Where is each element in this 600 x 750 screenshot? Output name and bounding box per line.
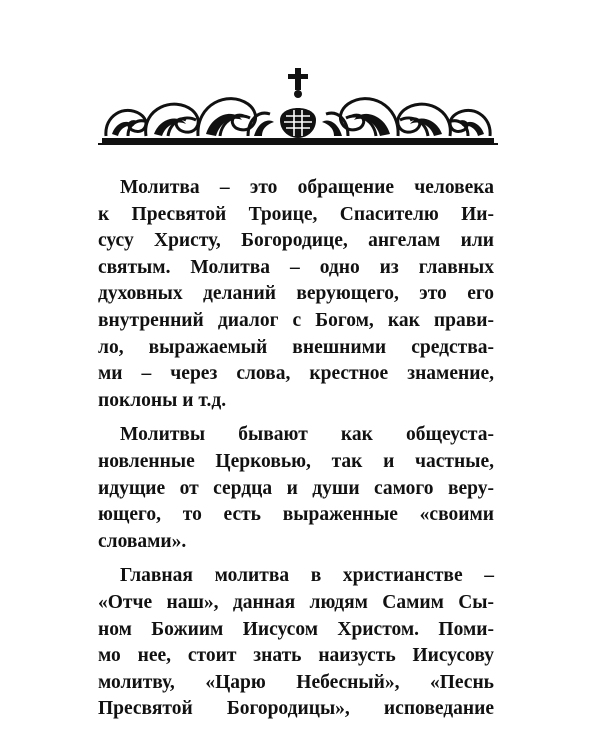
text-line: новленные Церковью, так и частные, bbox=[98, 450, 494, 472]
text-line: ющего, то есть выраженные «своими bbox=[98, 504, 494, 526]
text-line: словами». bbox=[98, 530, 187, 552]
headpiece-base-bar bbox=[102, 138, 494, 143]
text-line: Молитвы бывают как общеуста- bbox=[120, 424, 494, 446]
text-line: сусу Христу, Богородице, ангелам или bbox=[98, 230, 494, 252]
text-line: внутренний диалог с Богом, как прави- bbox=[98, 309, 494, 331]
right-scroll-foliage bbox=[326, 99, 490, 136]
text-line: «Отче наш», данная людям Самим Сы- bbox=[98, 591, 494, 613]
text-line: ло, выражаемый внешними средства- bbox=[98, 336, 494, 358]
text-line: молитву, «Царю Небесный», «Песнь bbox=[98, 671, 494, 693]
text-line: к Пресвятой Троице, Спасителю Ии- bbox=[98, 203, 494, 225]
text-line: святым. Молитва – одно из главных bbox=[98, 256, 494, 278]
text-line: идущие от сердца и души самого веру- bbox=[98, 477, 494, 499]
prayer-text bbox=[98, 175, 494, 723]
text-line: Главная молитва в христианстве – bbox=[120, 565, 494, 587]
text-line: Молитва – это обращение человека bbox=[120, 177, 494, 198]
ornamental-headpiece bbox=[98, 64, 498, 146]
left-scroll-foliage bbox=[106, 99, 270, 136]
text-line: ми – через слова, крестное знамение, bbox=[98, 363, 494, 385]
paragraph-1 bbox=[98, 175, 494, 414]
text-line: духовных деланий верующего, это его bbox=[98, 283, 494, 305]
text-line: мо нее, стоит знать наизусть Иисусову bbox=[98, 645, 494, 667]
text-line: Пресвятой Богородицы», исповедание bbox=[98, 698, 494, 720]
text-line: ном Божиим Иисусом Христом. Поми- bbox=[98, 618, 494, 640]
paragraph-2 bbox=[98, 422, 494, 555]
paragraph-3 bbox=[98, 563, 494, 723]
text-line: поклоны и т.д. bbox=[98, 389, 227, 411]
cross-orb-icon bbox=[280, 68, 316, 138]
